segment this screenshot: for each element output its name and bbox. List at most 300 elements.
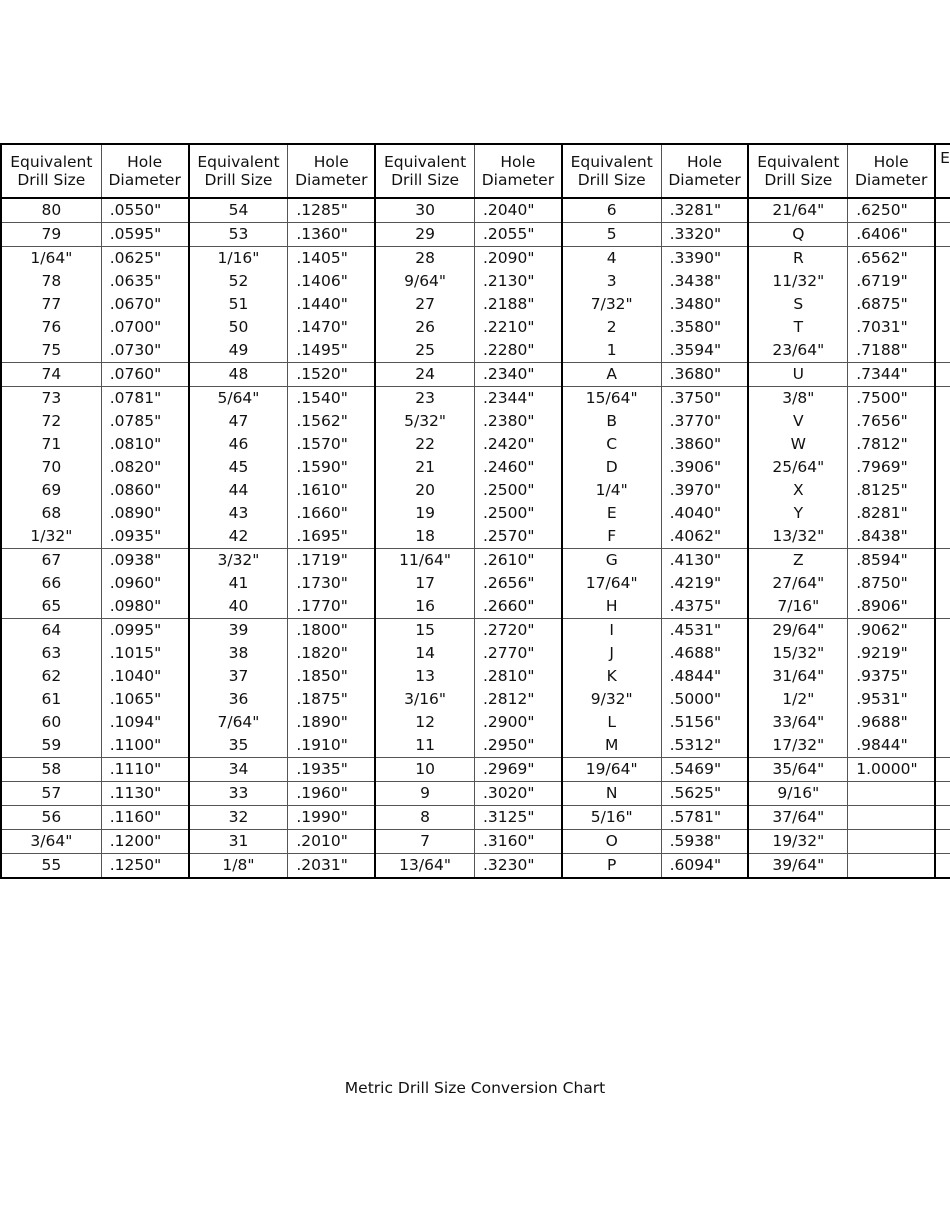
hole-diameter-cell: .5312" bbox=[661, 734, 748, 758]
drill-size-cell: S bbox=[748, 293, 847, 316]
header-cutoff-column: E bbox=[935, 144, 950, 198]
hole-diameter-cell: .3970" bbox=[661, 479, 748, 502]
drill-size-cell: 37 bbox=[189, 665, 288, 688]
hole-diameter-cell: .2950" bbox=[474, 734, 561, 758]
header-hole-diameter bbox=[848, 144, 935, 198]
hole-diameter-cell: .1130" bbox=[101, 782, 188, 806]
cutoff-cell bbox=[935, 572, 950, 595]
table-row bbox=[1, 247, 950, 271]
hole-diameter-cell: .3770" bbox=[661, 410, 748, 433]
hole-diameter-cell: .7344" bbox=[848, 363, 935, 387]
drill-size-cell: 14 bbox=[375, 642, 474, 665]
hole-diameter-cell: .1540" bbox=[288, 387, 375, 411]
drill-size-cell: 74 bbox=[1, 363, 101, 387]
drill-size-cell: 26 bbox=[375, 316, 474, 339]
drill-size-cell: 15/64" bbox=[562, 387, 661, 411]
drill-size-cell: F bbox=[562, 525, 661, 549]
drill-size-cell: 5/32" bbox=[375, 410, 474, 433]
drill-size-cell: 47 bbox=[189, 410, 288, 433]
drill-size-cell: 51 bbox=[189, 293, 288, 316]
header-hole-diameter-line2: Diameter bbox=[668, 171, 741, 189]
hole-diameter-cell: .8281" bbox=[848, 502, 935, 525]
drill-size-cell: T bbox=[748, 316, 847, 339]
hole-diameter-cell: .1850" bbox=[288, 665, 375, 688]
hole-diameter-cell: .1562" bbox=[288, 410, 375, 433]
hole-diameter-cell: .6562" bbox=[848, 247, 935, 271]
hole-diameter-cell: .2280" bbox=[474, 339, 561, 363]
hole-diameter-cell: .1040" bbox=[101, 665, 188, 688]
drill-size-cell: 11/64" bbox=[375, 549, 474, 573]
hole-diameter-cell: .1890" bbox=[288, 711, 375, 734]
hole-diameter-cell: .1015" bbox=[101, 642, 188, 665]
header-hole-diameter-line1: Hole bbox=[127, 153, 163, 171]
hole-diameter-cell: .0635" bbox=[101, 270, 188, 293]
table-body bbox=[1, 198, 950, 878]
drill-size-cell: 7/64" bbox=[189, 711, 288, 734]
hole-diameter-cell: .4688" bbox=[661, 642, 748, 665]
drill-size-cell: 3/16" bbox=[375, 688, 474, 711]
table-row bbox=[1, 549, 950, 573]
drill-size-cell: 39 bbox=[189, 619, 288, 643]
drill-size-cell: 66 bbox=[1, 572, 101, 595]
hole-diameter-cell: .7812" bbox=[848, 433, 935, 456]
cutoff-cell bbox=[935, 830, 950, 854]
drill-size-cell: 80 bbox=[1, 198, 101, 223]
drill-size-cell: 36 bbox=[189, 688, 288, 711]
drill-size-cell: 6 bbox=[562, 198, 661, 223]
drill-size-cell: 35/64" bbox=[748, 758, 847, 782]
hole-diameter-cell: .3320" bbox=[661, 223, 748, 247]
header-hole-diameter bbox=[288, 144, 375, 198]
drill-size-cell: G bbox=[562, 549, 661, 573]
drill-size-cell: 29/64" bbox=[748, 619, 847, 643]
drill-size-cell: 27/64" bbox=[748, 572, 847, 595]
hole-diameter-cell: .1405" bbox=[288, 247, 375, 271]
hole-diameter-cell: .7031" bbox=[848, 316, 935, 339]
hole-diameter-cell: .0980" bbox=[101, 595, 188, 619]
hole-diameter-cell: .2210" bbox=[474, 316, 561, 339]
drill-size-cell: 69 bbox=[1, 479, 101, 502]
hole-diameter-cell: .6250" bbox=[848, 198, 935, 223]
drill-size-cell: 15/32" bbox=[748, 642, 847, 665]
drill-size-cell: 65 bbox=[1, 595, 101, 619]
table-row bbox=[1, 293, 950, 316]
hole-diameter-cell: .9375" bbox=[848, 665, 935, 688]
header-drill-size-line2: Drill Size bbox=[204, 171, 273, 189]
drill-size-cell: 3/64" bbox=[1, 830, 101, 854]
drill-size-cell: W bbox=[748, 433, 847, 456]
table-row bbox=[1, 734, 950, 758]
drill-size-cell: 54 bbox=[189, 198, 288, 223]
header-hole-diameter bbox=[101, 144, 188, 198]
drill-size-cell: 1/2" bbox=[748, 688, 847, 711]
drill-size-cell: 46 bbox=[189, 433, 288, 456]
table-row bbox=[1, 572, 950, 595]
drill-size-cell: 67 bbox=[1, 549, 101, 573]
header-row bbox=[1, 144, 950, 198]
drill-size-cell: 21/64" bbox=[748, 198, 847, 223]
drill-size-cell: D bbox=[562, 456, 661, 479]
table-row bbox=[1, 198, 950, 223]
drill-size-cell: 15 bbox=[375, 619, 474, 643]
hole-diameter-cell: .1610" bbox=[288, 479, 375, 502]
drill-size-cell: 49 bbox=[189, 339, 288, 363]
cutoff-cell bbox=[935, 688, 950, 711]
hole-diameter-cell: .8906" bbox=[848, 595, 935, 619]
drill-size-cell: 9/32" bbox=[562, 688, 661, 711]
hole-diameter-cell: .2031" bbox=[288, 854, 375, 879]
header-hole-diameter-line1: Hole bbox=[500, 153, 536, 171]
header-hole-diameter bbox=[661, 144, 748, 198]
table-row bbox=[1, 502, 950, 525]
hole-diameter-cell: .2344" bbox=[474, 387, 561, 411]
drill-size-cell: P bbox=[562, 854, 661, 879]
header-drill-size bbox=[748, 144, 847, 198]
drill-size-cell: O bbox=[562, 830, 661, 854]
hole-diameter-cell: .6406" bbox=[848, 223, 935, 247]
header-hole-diameter-line2: Diameter bbox=[108, 171, 181, 189]
hole-diameter-cell: .1719" bbox=[288, 549, 375, 573]
drill-size-cell: 53 bbox=[189, 223, 288, 247]
hole-diameter-cell: .4531" bbox=[661, 619, 748, 643]
header-drill-size-line1: Equivalent bbox=[757, 153, 840, 171]
table-row bbox=[1, 456, 950, 479]
hole-diameter-cell: .8125" bbox=[848, 479, 935, 502]
hole-diameter-cell: .2040" bbox=[474, 198, 561, 223]
drill-size-cell: 71 bbox=[1, 433, 101, 456]
cutoff-cell bbox=[935, 595, 950, 619]
drill-size-cell: X bbox=[748, 479, 847, 502]
hole-diameter-cell: .7656" bbox=[848, 410, 935, 433]
drill-size-cell: L bbox=[562, 711, 661, 734]
cutoff-cell bbox=[935, 665, 950, 688]
drill-size-cell: 79 bbox=[1, 223, 101, 247]
hole-diameter-cell bbox=[848, 782, 935, 806]
hole-diameter-cell: .2610" bbox=[474, 549, 561, 573]
drill-size-cell: 9/64" bbox=[375, 270, 474, 293]
drill-size-cell: 25/64" bbox=[748, 456, 847, 479]
table-row bbox=[1, 270, 950, 293]
hole-diameter-cell: .0625" bbox=[101, 247, 188, 271]
hole-diameter-cell: .3020" bbox=[474, 782, 561, 806]
hole-diameter-cell: .2969" bbox=[474, 758, 561, 782]
header-hole-diameter-line1: Hole bbox=[873, 153, 909, 171]
header-drill-size-line2: Drill Size bbox=[577, 171, 646, 189]
hole-diameter-cell: .0760" bbox=[101, 363, 188, 387]
cutoff-cell bbox=[935, 433, 950, 456]
hole-diameter-cell: .3580" bbox=[661, 316, 748, 339]
cutoff-cell bbox=[935, 525, 950, 549]
table-row bbox=[1, 525, 950, 549]
drill-size-cell: 77 bbox=[1, 293, 101, 316]
hole-diameter-cell: .1730" bbox=[288, 572, 375, 595]
drill-size-cell: 11/32" bbox=[748, 270, 847, 293]
cutoff-cell bbox=[935, 782, 950, 806]
drill-size-cell: 7/16" bbox=[748, 595, 847, 619]
hole-diameter-cell: .2500" bbox=[474, 479, 561, 502]
table-row bbox=[1, 479, 950, 502]
cutoff-cell bbox=[935, 270, 950, 293]
header-hole-diameter-line2: Diameter bbox=[295, 171, 368, 189]
drill-size-cell: 32 bbox=[189, 806, 288, 830]
drill-size-cell: 76 bbox=[1, 316, 101, 339]
header-hole-diameter bbox=[474, 144, 561, 198]
drill-size-cell: 21 bbox=[375, 456, 474, 479]
hole-diameter-cell: .7969" bbox=[848, 456, 935, 479]
table-row bbox=[1, 830, 950, 854]
drill-size-cell: 30 bbox=[375, 198, 474, 223]
drill-size-cell: J bbox=[562, 642, 661, 665]
drill-size-cell: 1/16" bbox=[189, 247, 288, 271]
hole-diameter-cell: .0995" bbox=[101, 619, 188, 643]
hole-diameter-cell: .0700" bbox=[101, 316, 188, 339]
header-drill-size-line1: Equivalent bbox=[570, 153, 653, 171]
hole-diameter-cell: .2720" bbox=[474, 619, 561, 643]
hole-diameter-cell: .2380" bbox=[474, 410, 561, 433]
drill-size-cell: 64 bbox=[1, 619, 101, 643]
cutoff-cell bbox=[935, 806, 950, 830]
drill-size-cell: 73 bbox=[1, 387, 101, 411]
drill-size-cell: 5 bbox=[562, 223, 661, 247]
drill-size-cell: 78 bbox=[1, 270, 101, 293]
hole-diameter-cell: .1570" bbox=[288, 433, 375, 456]
drill-size-cell: 17/64" bbox=[562, 572, 661, 595]
hole-diameter-cell: .1800" bbox=[288, 619, 375, 643]
table-row bbox=[1, 758, 950, 782]
hole-diameter-cell: .2656" bbox=[474, 572, 561, 595]
hole-diameter-cell: .1285" bbox=[288, 198, 375, 223]
cutoff-cell bbox=[935, 549, 950, 573]
hole-diameter-cell: .3906" bbox=[661, 456, 748, 479]
drill-size-cell: 61 bbox=[1, 688, 101, 711]
hole-diameter-cell: .0960" bbox=[101, 572, 188, 595]
hole-diameter-cell: .2340" bbox=[474, 363, 561, 387]
drill-size-cell: 31 bbox=[189, 830, 288, 854]
hole-diameter-cell: .7188" bbox=[848, 339, 935, 363]
hole-diameter-cell: .2812" bbox=[474, 688, 561, 711]
drill-size-cell: B bbox=[562, 410, 661, 433]
drill-size-cell: 60 bbox=[1, 711, 101, 734]
drill-size-cell: 27 bbox=[375, 293, 474, 316]
hole-diameter-cell: .2420" bbox=[474, 433, 561, 456]
table-row bbox=[1, 433, 950, 456]
header-drill-size-line1: Equivalent bbox=[197, 153, 280, 171]
drill-size-cell: 24 bbox=[375, 363, 474, 387]
drill-size-cell: C bbox=[562, 433, 661, 456]
hole-diameter-cell: .1110" bbox=[101, 758, 188, 782]
drill-size-cell: 52 bbox=[189, 270, 288, 293]
hole-diameter-cell: .0730" bbox=[101, 339, 188, 363]
drill-size-cell: 38 bbox=[189, 642, 288, 665]
hole-diameter-cell: .2010" bbox=[288, 830, 375, 854]
hole-diameter-cell: .1160" bbox=[101, 806, 188, 830]
hole-diameter-cell: .1935" bbox=[288, 758, 375, 782]
table-row bbox=[1, 854, 950, 879]
drill-size-cell: 58 bbox=[1, 758, 101, 782]
hole-diameter-cell bbox=[848, 830, 935, 854]
hole-diameter-cell: .2188" bbox=[474, 293, 561, 316]
header-hole-diameter-line1: Hole bbox=[687, 153, 723, 171]
hole-diameter-cell: .5938" bbox=[661, 830, 748, 854]
drill-size-cell: 59 bbox=[1, 734, 101, 758]
cutoff-cell bbox=[935, 456, 950, 479]
hole-diameter-cell: .0550" bbox=[101, 198, 188, 223]
drill-size-cell: E bbox=[562, 502, 661, 525]
drill-size-cell: 50 bbox=[189, 316, 288, 339]
cutoff-cell bbox=[935, 410, 950, 433]
hole-diameter-cell: .8594" bbox=[848, 549, 935, 573]
hole-diameter-cell: .3750" bbox=[661, 387, 748, 411]
table-row bbox=[1, 595, 950, 619]
hole-diameter-cell: .1094" bbox=[101, 711, 188, 734]
hole-diameter-cell: .4219" bbox=[661, 572, 748, 595]
drill-size-cell: K bbox=[562, 665, 661, 688]
drill-size-cell: 3/32" bbox=[189, 549, 288, 573]
drill-size-cell: 57 bbox=[1, 782, 101, 806]
hole-diameter-cell: .1440" bbox=[288, 293, 375, 316]
drill-size-cell: 34 bbox=[189, 758, 288, 782]
hole-diameter-cell: .2460" bbox=[474, 456, 561, 479]
drill-size-cell: 11 bbox=[375, 734, 474, 758]
hole-diameter-cell: .5469" bbox=[661, 758, 748, 782]
hole-diameter-cell: .1520" bbox=[288, 363, 375, 387]
hole-diameter-cell: .1590" bbox=[288, 456, 375, 479]
drill-size-cell: 72 bbox=[1, 410, 101, 433]
drill-size-cell: 7/32" bbox=[562, 293, 661, 316]
hole-diameter-cell: .2090" bbox=[474, 247, 561, 271]
cutoff-cell bbox=[935, 619, 950, 643]
cutoff-cell bbox=[935, 642, 950, 665]
hole-diameter-cell: .4062" bbox=[661, 525, 748, 549]
drill-size-cell: 13/64" bbox=[375, 854, 474, 879]
hole-diameter-cell: 1.0000" bbox=[848, 758, 935, 782]
drill-size-cell: 20 bbox=[375, 479, 474, 502]
hole-diameter-cell: .6094" bbox=[661, 854, 748, 879]
hole-diameter-cell bbox=[848, 806, 935, 830]
hole-diameter-cell: .8750" bbox=[848, 572, 935, 595]
header-drill-size bbox=[1, 144, 101, 198]
header-hole-diameter-line2: Diameter bbox=[854, 171, 928, 189]
hole-diameter-cell: .0810" bbox=[101, 433, 188, 456]
hole-diameter-cell: .1200" bbox=[101, 830, 188, 854]
drill-size-cell: 13 bbox=[375, 665, 474, 688]
hole-diameter-cell: .3390" bbox=[661, 247, 748, 271]
table-row bbox=[1, 665, 950, 688]
table-row bbox=[1, 410, 950, 433]
drill-size-cell: 19/32" bbox=[748, 830, 847, 854]
hole-diameter-cell: .4375" bbox=[661, 595, 748, 619]
hole-diameter-cell: .0595" bbox=[101, 223, 188, 247]
drill-size-cell: 17 bbox=[375, 572, 474, 595]
table-row bbox=[1, 223, 950, 247]
drill-size-cell: 9/16" bbox=[748, 782, 847, 806]
header-hole-diameter-line1: Hole bbox=[313, 153, 349, 171]
hole-diameter-cell: .6719" bbox=[848, 270, 935, 293]
drill-size-cell: 44 bbox=[189, 479, 288, 502]
hole-diameter-cell: .1910" bbox=[288, 734, 375, 758]
drill-size-cell: A bbox=[562, 363, 661, 387]
hole-diameter-cell: .5625" bbox=[661, 782, 748, 806]
drill-size-cell: 5/16" bbox=[562, 806, 661, 830]
header-drill-size bbox=[562, 144, 661, 198]
hole-diameter-cell: .3160" bbox=[474, 830, 561, 854]
hole-diameter-cell: .1960" bbox=[288, 782, 375, 806]
hole-diameter-cell: .3125" bbox=[474, 806, 561, 830]
hole-diameter-cell: .1100" bbox=[101, 734, 188, 758]
drill-size-cell: 25 bbox=[375, 339, 474, 363]
page-caption: Metric Drill Size Conversion Chart bbox=[344, 1079, 606, 1097]
hole-diameter-cell: .4844" bbox=[661, 665, 748, 688]
table-row bbox=[1, 619, 950, 643]
hole-diameter-cell: .3438" bbox=[661, 270, 748, 293]
header-drill-size bbox=[375, 144, 474, 198]
hole-diameter-cell: .1660" bbox=[288, 502, 375, 525]
hole-diameter-cell: .0860" bbox=[101, 479, 188, 502]
hole-diameter-cell: .3680" bbox=[661, 363, 748, 387]
hole-diameter-cell: .5781" bbox=[661, 806, 748, 830]
hole-diameter-cell: .1695" bbox=[288, 525, 375, 549]
drill-size-cell: R bbox=[748, 247, 847, 271]
cutoff-cell bbox=[935, 223, 950, 247]
header-drill-size-line1: Equivalent bbox=[10, 153, 93, 171]
drill-size-cell: 5/64" bbox=[189, 387, 288, 411]
table-header bbox=[1, 144, 950, 198]
drill-size-cell: 35 bbox=[189, 734, 288, 758]
drill-size-cell: 1 bbox=[562, 339, 661, 363]
cutoff-cell bbox=[935, 247, 950, 271]
drill-size-cell: 33 bbox=[189, 782, 288, 806]
table-row bbox=[1, 782, 950, 806]
hole-diameter-cell: .0938" bbox=[101, 549, 188, 573]
header-drill-size bbox=[189, 144, 288, 198]
hole-diameter-cell: .4130" bbox=[661, 549, 748, 573]
hole-diameter-cell: .1770" bbox=[288, 595, 375, 619]
drill-size-cell: 22 bbox=[375, 433, 474, 456]
cutoff-cell bbox=[935, 854, 950, 879]
table-row bbox=[1, 316, 950, 339]
drill-size-cell: 12 bbox=[375, 711, 474, 734]
drill-size-cell: 10 bbox=[375, 758, 474, 782]
hole-diameter-cell: .2130" bbox=[474, 270, 561, 293]
header-drill-size-line2: Drill Size bbox=[17, 171, 86, 189]
drill-size-cell: 55 bbox=[1, 854, 101, 879]
hole-diameter-cell: .3860" bbox=[661, 433, 748, 456]
hole-diameter-cell: .1360" bbox=[288, 223, 375, 247]
cutoff-cell bbox=[935, 479, 950, 502]
hole-diameter-cell: .0935" bbox=[101, 525, 188, 549]
cutoff-cell bbox=[935, 339, 950, 363]
table-row bbox=[1, 363, 950, 387]
drill-size-cell: 41 bbox=[189, 572, 288, 595]
hole-diameter-cell: .0781" bbox=[101, 387, 188, 411]
header-drill-size-line1: Equivalent bbox=[383, 153, 467, 171]
drill-size-cell: 23/64" bbox=[748, 339, 847, 363]
header-hole-diameter-line2: Diameter bbox=[481, 171, 555, 189]
hole-diameter-cell bbox=[848, 854, 935, 879]
drill-size-cell: 1/8" bbox=[189, 854, 288, 879]
hole-diameter-cell: .1470" bbox=[288, 316, 375, 339]
drill-size-cell: 1/64" bbox=[1, 247, 101, 271]
hole-diameter-cell: .1065" bbox=[101, 688, 188, 711]
drill-size-cell: 33/64" bbox=[748, 711, 847, 734]
hole-diameter-cell: .5000" bbox=[661, 688, 748, 711]
drill-size-cell: 19/64" bbox=[562, 758, 661, 782]
drill-size-cell: 37/64" bbox=[748, 806, 847, 830]
drill-size-cell: 19 bbox=[375, 502, 474, 525]
drill-size-cell: 16 bbox=[375, 595, 474, 619]
cutoff-cell bbox=[935, 502, 950, 525]
drill-size-cell: 3/8" bbox=[748, 387, 847, 411]
